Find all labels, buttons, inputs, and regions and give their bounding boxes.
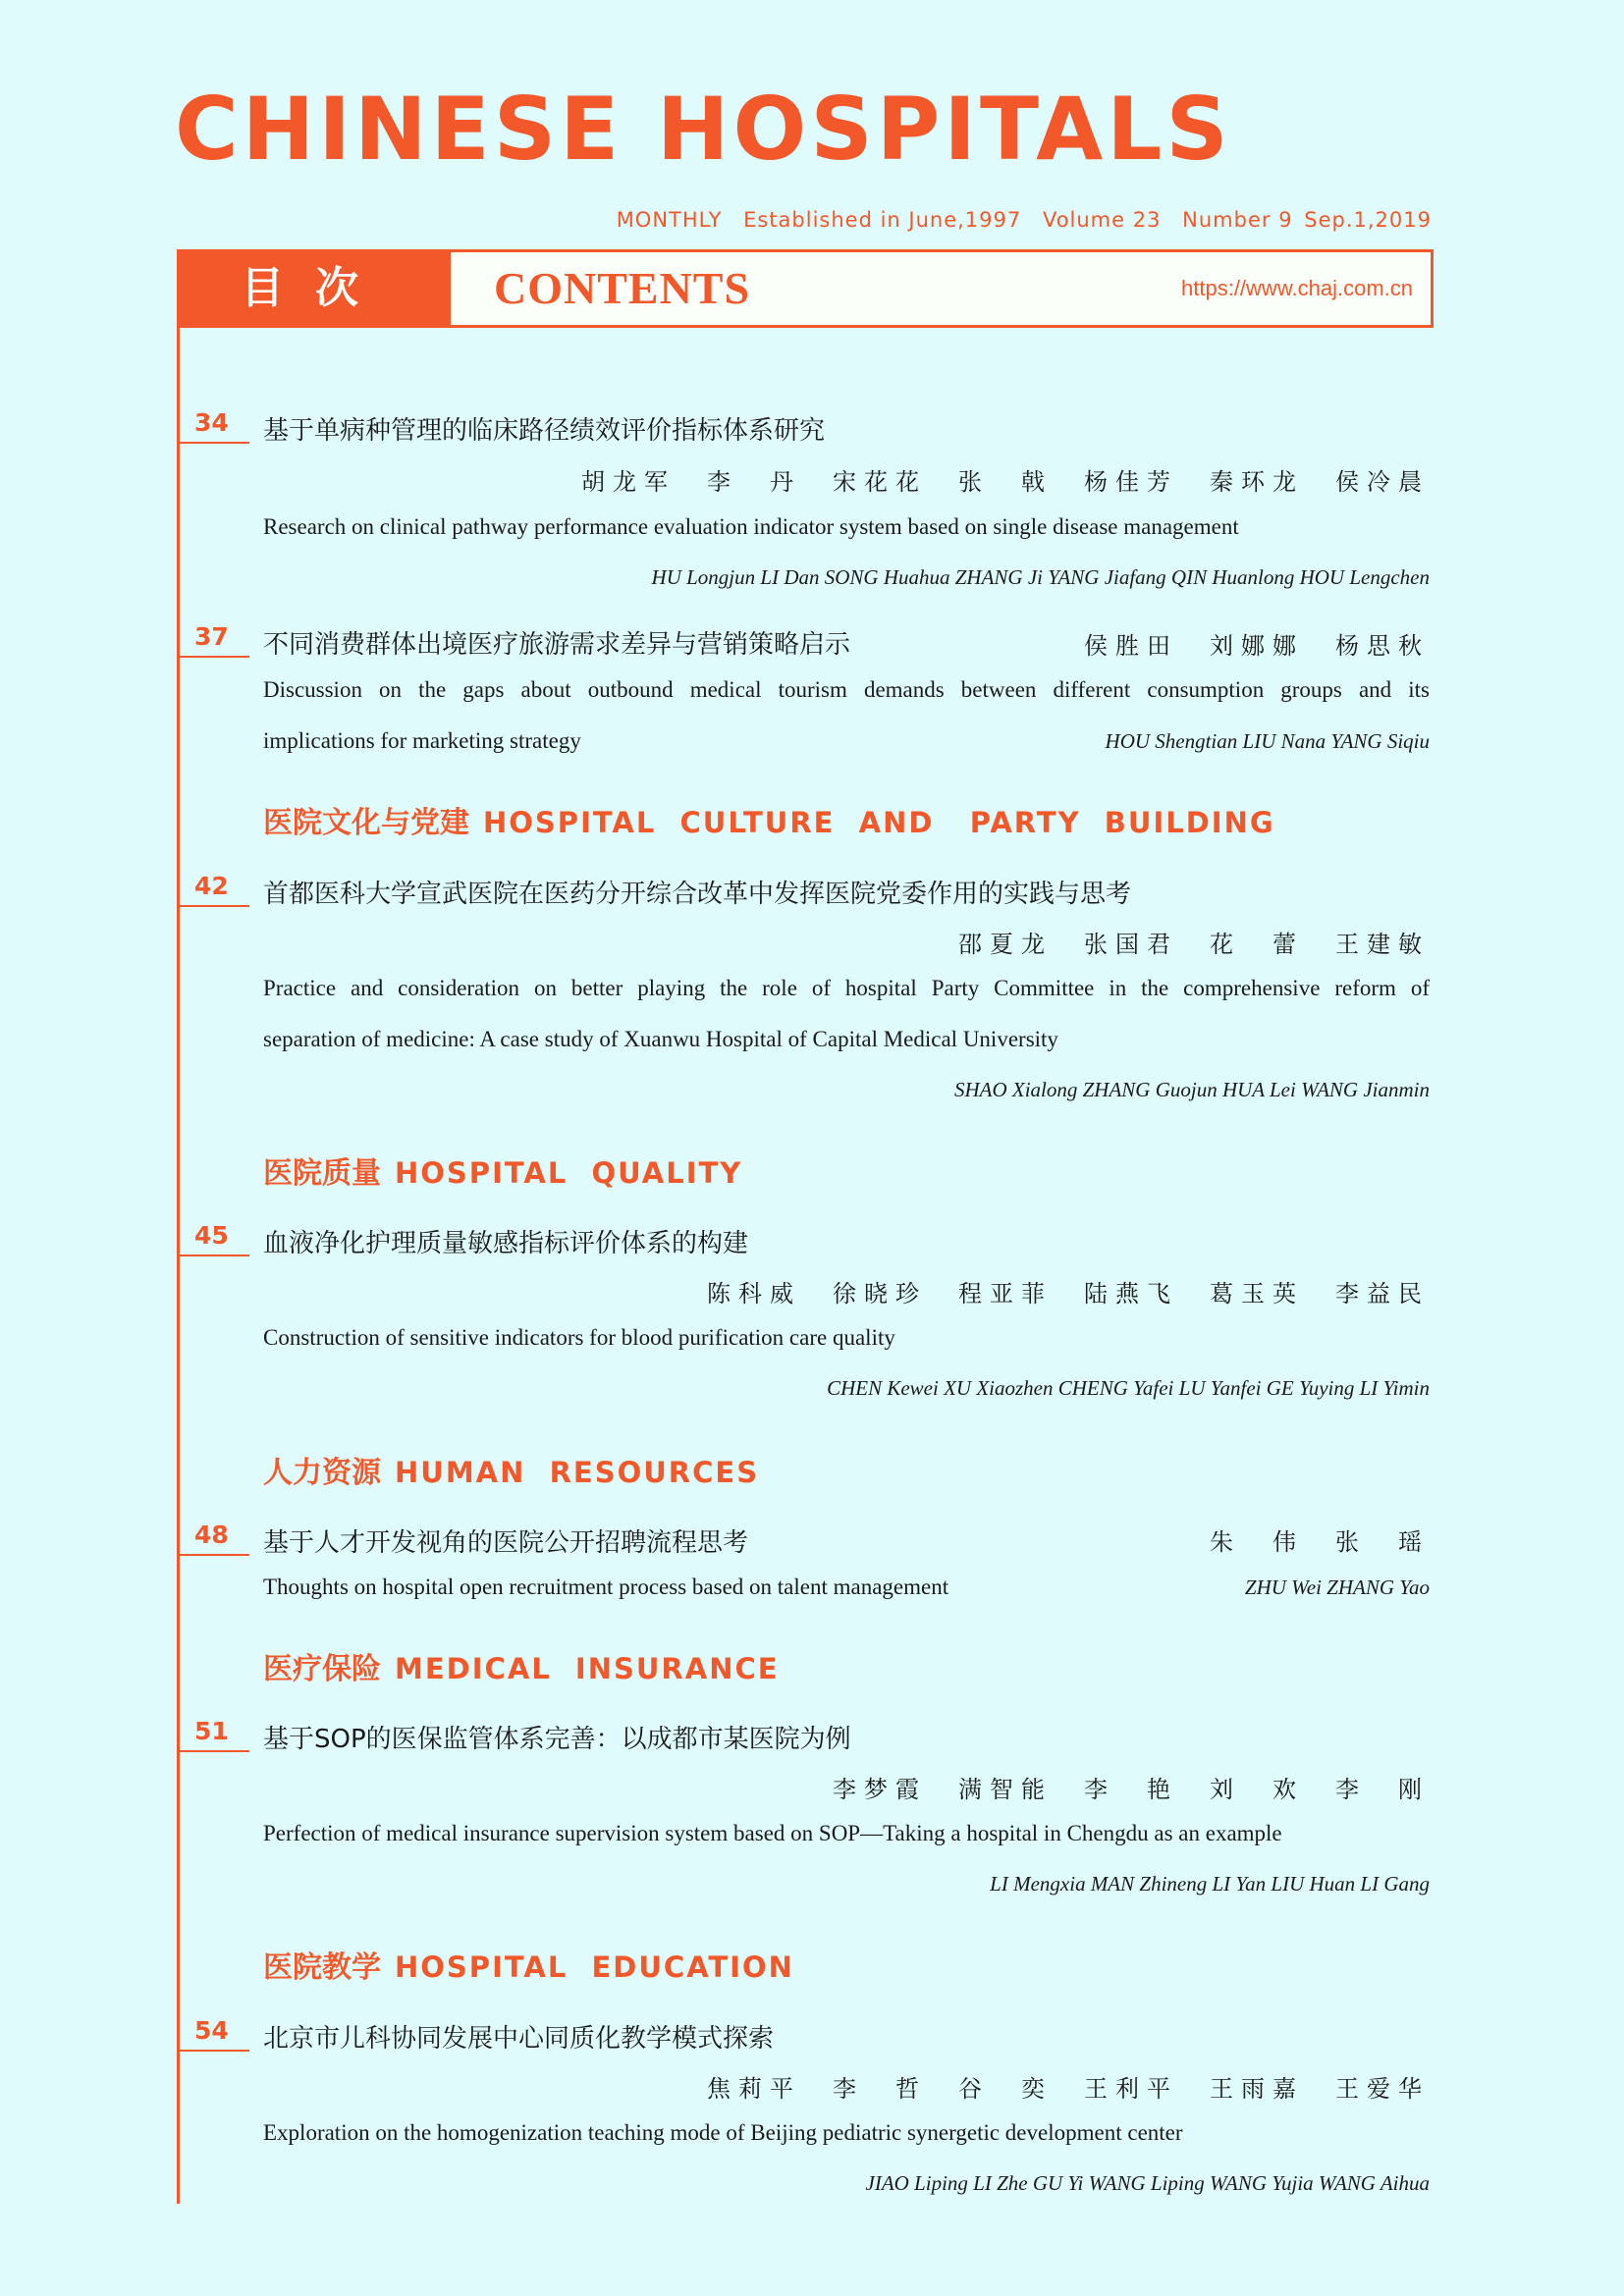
page-number: 42 <box>194 872 229 900</box>
authors-cn: 李梦霞 满智能 李 艳 刘 欢 李 刚 <box>833 1776 1430 1803</box>
contents-banner <box>177 249 1434 328</box>
page-number: 45 <box>194 1221 229 1250</box>
authors-cn: 焦莉平 李 哲 谷 奕 王利平 王雨嘉 王爱华 <box>707 2075 1430 2103</box>
authors-cn: 朱 伟 张 瑶 <box>1210 1528 1430 1556</box>
authors-cn: 侯胜田 刘娜娜 杨思秋 <box>1084 632 1430 660</box>
section-heading <box>263 1644 780 1687</box>
section-title-cn: 人力资源 <box>263 1456 381 1490</box>
section-heading <box>263 1943 794 1986</box>
journal-website-link[interactable]: https://www.chaj.com.cn <box>1181 276 1413 300</box>
page-number: 37 <box>194 622 229 651</box>
article-title-cn: 基于SOP的医保监管体系完善：以成都市某医院为例 <box>263 1725 851 1754</box>
margin-rule <box>177 324 180 2204</box>
authors-en: JIAO Liping LI Zhe GU Yi WANG Liping WANG Yujia WANG Aihua <box>865 2171 1430 2195</box>
issue-number: Number 9 <box>1182 208 1293 232</box>
section-title-cn: 医院文化与党建 <box>263 806 469 840</box>
authors-cn: 胡龙军 李 丹 宋花花 张 戟 杨佳芳 秦环龙 侯冷晨 <box>581 468 1430 496</box>
issue-date: Sep.1,2019 <box>1304 208 1432 232</box>
authors-en: HU Longjun LI Dan SONG Huahua ZHANG Ji YANG Jiafang QIN Huanlong HOU Lengchen <box>651 565 1430 589</box>
page-number: 51 <box>194 1717 229 1745</box>
authors-en: HOU Shengtian LIU Nana YANG Siqiu <box>1105 729 1430 753</box>
article-title-en: Research on clinical pathway performance evaluation indicator system based on single disease management <box>263 514 1239 539</box>
article-title-en: Exploration on the homogenization teaching mode of Beijing pediatric synergetic development center <box>263 2120 1183 2145</box>
article-title-en: Construction of sensitive indicators for blood purification care quality <box>263 1325 895 1350</box>
article-title-cn: 基于单病种管理的临床路径绩效评价指标体系研究 <box>263 416 826 446</box>
contents-label-en: CONTENTS <box>494 263 751 313</box>
entry-rule <box>177 1750 249 1752</box>
article-title-cn: 不同消费群体出境医疗旅游需求差异与营销策略启示 <box>263 630 851 660</box>
article-title-cn: 基于人才开发视角的医院公开招聘流程思考 <box>263 1528 749 1558</box>
authors-cn: 邵夏龙 张国君 花 蕾 王建敏 <box>958 931 1430 958</box>
section-title-cn: 医院教学 <box>263 1950 381 1985</box>
authors-en: LI Mengxia MAN Zhineng LI Yan LIU Huan LI Gang <box>990 1872 1430 1896</box>
article-title-cn: 首都医科大学宣武医院在医药分开综合改革中发挥医院党委作用的实践与思考 <box>263 880 1132 909</box>
page-number: 54 <box>194 2016 229 2045</box>
entry-rule <box>177 1255 249 1256</box>
section-title-en: HOSPITAL QUALITY <box>395 1156 743 1190</box>
established-date: Established in June,1997 <box>743 208 1022 232</box>
article-title-en-cont: separation of medicine: A case study of Xuanwu Hospital of Capital Medical University <box>263 1027 1058 1051</box>
article-title-cn: 血液净化护理质量敏感指标评价体系的构建 <box>263 1229 749 1258</box>
section-title-cn: 医疗保险 <box>263 1652 381 1686</box>
authors-en: CHEN Kewei XU Xiaozhen CHENG Yafei LU Yanfei GE Yuying LI Yimin <box>827 1376 1430 1400</box>
frequency: MONTHLY <box>616 208 723 232</box>
section-title-cn: 医院质量 <box>263 1156 381 1191</box>
section-title-en: MEDICAL INSURANCE <box>395 1652 780 1685</box>
page-number: 34 <box>194 408 229 437</box>
article-title-en-cont: implications for marketing strategy <box>263 728 581 753</box>
entry-rule <box>177 905 249 907</box>
section-title-en: HUMAN RESOURCES <box>395 1456 760 1489</box>
authors-en: SHAO Xialong ZHANG Guojun HUA Lei WANG Jianmin <box>953 1078 1430 1101</box>
article-title-en: Perfection of medical insurance supervision system based on SOP—Taking a hospital in Chengdu as an example <box>263 1821 1282 1845</box>
volume: Volume 23 <box>1042 208 1162 232</box>
entry-rule <box>177 1554 249 1556</box>
journal-title: CHINESE HOSPITALS <box>175 79 1232 180</box>
section-title-en: HOSPITAL EDUCATION <box>395 1950 794 1984</box>
entry-rule <box>177 656 249 658</box>
article-title-en: Discussion on the gaps about outbound medical tourism demands between different consumption groups and its <box>263 677 1430 702</box>
entry-rule <box>177 442 249 444</box>
article-title-en: Practice and consideration on better playing the role of hospital Party Committee in the comprehensive reform of <box>263 976 1430 1000</box>
authors-cn: 陈科威 徐晓珍 程亚菲 陆燕飞 葛玉英 李益民 <box>707 1280 1430 1308</box>
contents-label-cn: 目次 <box>180 252 451 325</box>
issue-info <box>603 208 1432 232</box>
section-title-en: HOSPITAL CULTURE AND PARTY BUILDING <box>483 806 1275 839</box>
authors-en: ZHU Wei ZHANG Yao <box>1244 1575 1430 1599</box>
section-heading <box>263 798 1275 841</box>
entry-rule <box>177 2050 249 2052</box>
article-title-en: Thoughts on hospital open recruitment process based on talent management <box>263 1575 949 1599</box>
article-title-cn: 北京市儿科协同发展中心同质化教学模式探索 <box>263 2024 775 2054</box>
section-heading <box>263 1148 742 1192</box>
page-number: 48 <box>194 1521 229 1549</box>
section-heading <box>263 1448 759 1491</box>
